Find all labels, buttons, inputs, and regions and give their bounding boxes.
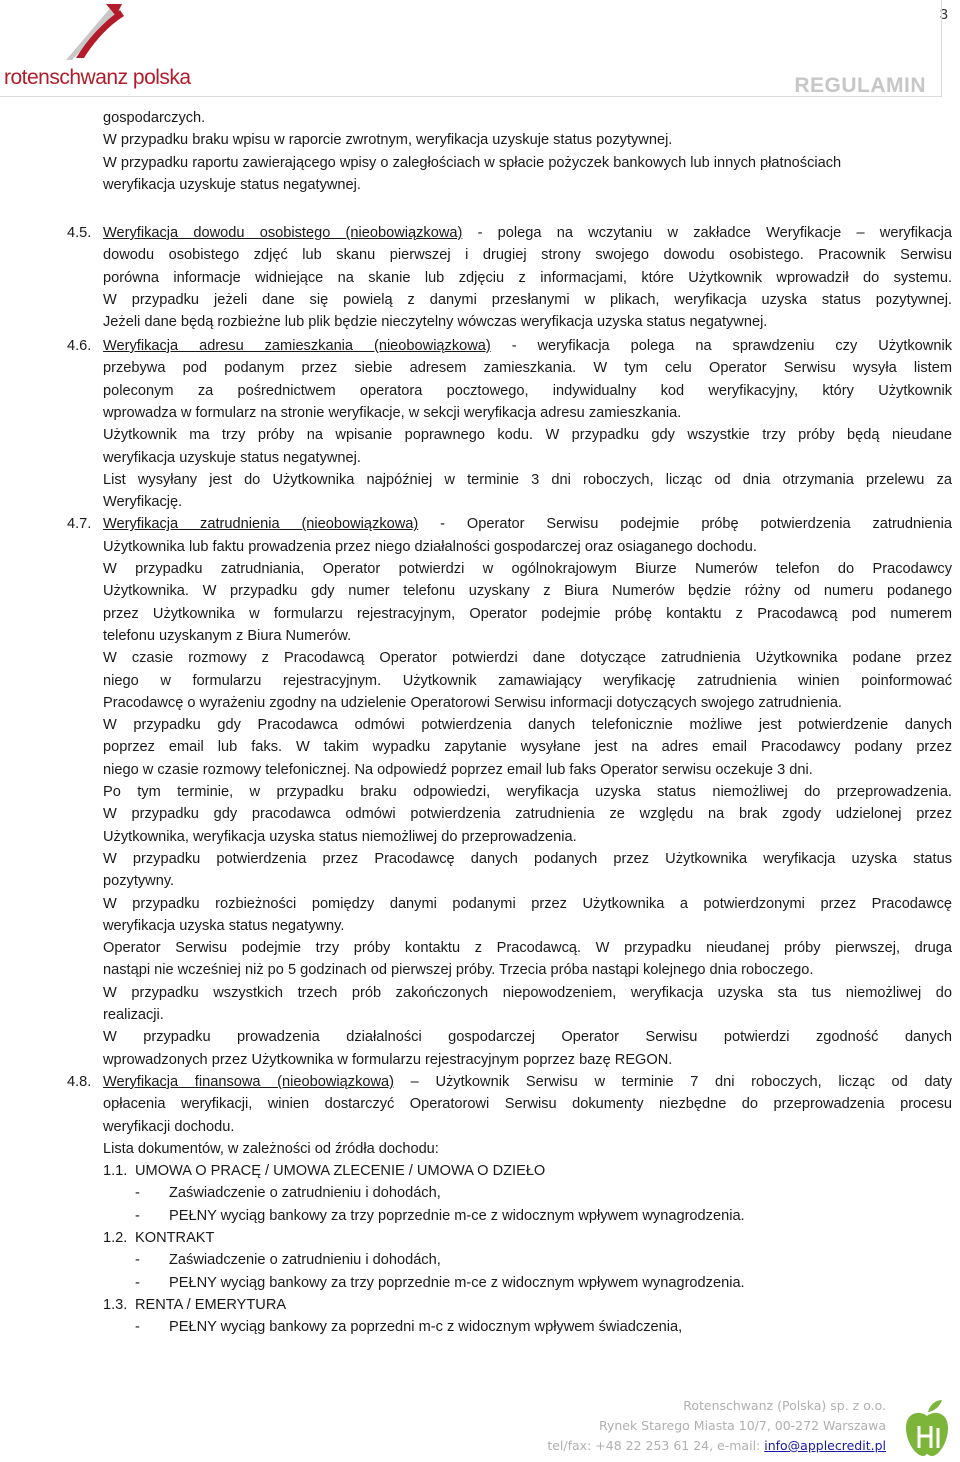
text-line: realizacji. [103,1007,164,1023]
text-line: pozytywny. [103,873,175,890]
section-heading-line [103,513,952,535]
text-line: W przypadku jeżeli dane się powielą z danymi przesłanymi w plikach, weryfikacja uzyska status pozytywnej. [103,291,952,308]
section-heading: Weryfikacja zatrudnienia (nieobowiązkowa) [103,516,419,533]
list-item-text: PEŁNY wyciąg bankowy za poprzedni m-c z widocznym wpływem świadczenia, [169,1319,683,1336]
section-number: 4.5. [67,225,92,241]
email-link[interactable]: info@applecredit.pl [764,1438,886,1453]
text-line: gospodarczych. [103,110,206,126]
section-heading-line [103,222,952,244]
section-number: 4.8. [67,1073,92,1090]
list-item-title: KONTRAKT [135,1230,215,1246]
text-line: opłacenia weryfikacji, winien dostarczyć Operatorowi Serwisu dokumenty niezbędne do przeprowadzenia procesu [103,1096,952,1113]
section-heading: Weryfikacja dowodu osobistego (nieobowiązkowa) [103,225,463,241]
text-line: Użytkownik ma trzy próby na wpisanie poprawnego kodu. W przypadku gdy wszystkie trzy próby będą nieudane [103,427,952,444]
text-line: Użytkownika, weryfikacja uzyska status niemożliwej do przeprowadzenia. [103,828,577,845]
text-line: nastąpi nie wcześniej niż po 5 godzinach od pierwszej próby. Trzecia próba nastąpi kolejnego dnia roboczego. [103,962,814,979]
apple-icon [902,1398,952,1458]
dash-bullet: - [135,1274,140,1291]
text-span: - weryfikacja polega na sprawdzeniu czy Użytkownik [490,338,952,354]
text-line: W przypadku raportu zawierającego wpisy o zaległościach w spłacie pożyczek bankowych lub innych płatnościach [103,154,842,171]
logo-wordmark: rotenschwanz polska [4,66,191,89]
section-heading-line [103,1071,952,1093]
text-line: porówna informacje widniejące na skanie lub zdjęciu z informacjami, które Użytkownik wprowadził do systemu. [103,269,952,286]
list-item-text: PEŁNY wyciąg bankowy za trzy poprzednie m-ce z widocznym wpływem wynagrodzenia. [169,1274,745,1291]
dash-bullet: - [135,1207,140,1224]
text-line: wprowadzonych przez Użytkownika w formularzu rejestracyjnym poprzez bazę REGON. [103,1051,673,1068]
footer-contact [547,1436,886,1456]
dash-bullet: - [135,1252,140,1269]
text-line: Operator Serwisu podejmie trzy próby kontaktu z Pracodawcą. W przypadku nieudanej próby pierwszej, druga [103,940,952,957]
footer-company: Rotenschwanz (Polska) sp. z o.o. [683,1398,886,1413]
footer [547,1396,886,1456]
text-line: poleconym za pośrednictwem operatora pocztowego, indywidualny kod weryfikacyjny, który Użytkownik [103,382,952,399]
text-line: weryfikacja uzyska status negatywny. [103,917,345,934]
text-line: List wysyłany jest do Użytkownika najpóźniej w terminie 3 dni roboczych, licząc od dnia otrzymania przelewu za [103,471,952,488]
text-line: niego w czasie rozmowy telefonicznej. Na odpowiedź poprzez email lub faks Operator serwisu oczekuje 3 dni. [103,761,813,778]
header-divider [0,96,942,97]
text-line: niego w formularzu rejestracyjnym. Użytkownik zamawiający weryfikację zatrudnienia winien poinformować [103,672,952,689]
text-line: Lista dokumentów, w zależności od źródła dochodu: [103,1140,439,1157]
text-span: - Operator Serwisu podejmie próbę potwierdzenia zatrudnienia [418,516,952,533]
swoosh-icon [54,2,134,68]
text-line: Użytkownika lub faktu prowadzenia przez niego działalności gospodarczej oraz osiaganego dochodu. [103,538,757,555]
text-line: W przypadku gdy Pracodawca odmówi potwierdzenia danych telefonicznie możliwe jest potwierdzenie danych [103,717,952,734]
text-line: W przypadku potwierdzenia przez Pracodawcę danych podanych przez Użytkownika weryfikacja uzyska status [103,850,952,867]
list-item-title: UMOWA O PRACĘ / UMOWA ZLECENIE / UMOWA O DZIEŁO [135,1163,546,1180]
section-heading: Weryfikacja finansowa (nieobowiązkowa) [103,1073,394,1090]
text-line: dowodu osobistego zdjęć lub skanu pierwszej i drugiej strony swojego dowodu osobistego. Pracownik Serwisu [103,247,952,264]
list-item-number: 1.3. [103,1296,128,1313]
footer-address: Rynek Starego Miasta 10/7, 00-272 Warszawa [598,1418,886,1433]
text-line: W czasie rozmowy z Pracodawcą Operator potwierdzi dane dotyczące zatrudnienia Użytkownika podane przez [103,650,952,667]
text-line: Po tym terminie, w przypadku braku odpowiedzi, weryfikacja uzyska status niemożliwej do przeprowadzenia. [103,784,952,800]
text-line: W przypadku gdy pracodawca odmówi potwierdzenia zatrudnienia ze względu na brak zgody udzielonej przez [103,806,952,823]
footer-contact-text: tel/fax: +48 22 253 61 24, e-mail: [547,1438,765,1453]
list-item-title: RENTA / EMERYTURA [135,1296,287,1313]
page-number: 3 [939,6,948,23]
section-number: 4.7. [67,516,92,533]
text-line: Pracodawcę o wyrażeniu zgodny na udzielenie Operatorowi Serwisu informacji dotyczących swojego zatrudnienia. [103,694,842,711]
list-item-text: Zaświadczenie o zatrudnieniu i dohodách, [169,1185,441,1202]
list-item-text: Zaświadczenie o zatrudnieniu i dohodách, [169,1252,441,1269]
text-line: poprzez email lub faks. W takim wypadku zapytanie wysyłane jest na adres email Pracodawcy podany przez [103,739,952,756]
text-span: - polega na wczytaniu w zakładce Weryfikacje – weryfikacja [462,225,952,241]
section-number: 4.6. [67,338,92,354]
text-line: W przypadku wszystkich trzech prób zakończonych niepowodzeniem, weryfikacja uzyska sta tus niemożliwej do [103,984,952,1001]
text-line: W przypadku prowadzenia działalności gospodarczej Operator Serwisu potwierdzi zgodność danych [103,1029,952,1046]
text-line: W przypadku zatrudniania, Operator potwierdzi w ogólnokrajowym Biurze Numerów telefon do Pracodawcy [103,561,952,577]
dash-bullet: - [135,1185,140,1202]
text-line: weryfikacja uzyskuje status negatywnej. [103,176,361,193]
list-item-number: 1.2. [103,1230,128,1246]
text-line: przez Użytkownika w formularzu rejestracyjnym, Operator podejmie próbę kontaktu z Pracodawcą pod numerem [103,605,952,622]
text-line: przebywa pod podanym przez siebie adresem zamieszkania. W tym celu Operator Serwisu wysyła listem [103,360,952,377]
document-title: REGULAMIN [794,74,926,97]
text-line: Użytkownika. W przypadku gdy numer telefonu uzyskany z Biura Numerów będzie różny od numeru podanego [103,583,952,600]
text-line: W przypadku braku wpisu w raporcie zwrotnym, weryfikacja uzyskuje status pozytywnej. [103,132,673,149]
text-line: weryfikacji dochodu. [103,1118,235,1135]
brand-logo [4,2,194,98]
text-line: telefonu uzyskanym z Biura Numerów. [103,627,352,644]
text-line: W przypadku rozbieżności pomiędzy danymi podanymi przez Użytkownika a potwierdzonymi przez Pracodawcę [103,895,952,912]
section-heading-line [103,335,952,357]
dash-bullet: - [135,1319,140,1336]
list-item-number: 1.1. [103,1163,128,1180]
text-line: weryfikacja uzyskuje status negatywnej. [103,449,361,466]
text-line: Jeżeli dane będą rozbieżne lub plik będzie nieczytelny wówczas weryfikacja uzyska status negatywnej. [103,314,768,331]
text-line: Weryfikację. [103,494,183,511]
text-line: wprowadza w formularz na stronie weryfikacje, w sekcji weryfikacja adresu zamieszkania. [103,404,682,421]
text-span: – Użytkownik Serwisu w terminie 7 dni roboczych, licząc od daty [394,1073,952,1090]
section-heading: Weryfikacja adresu zamieszkania (nieobowiązkowa) [103,338,491,354]
list-item-text: PEŁNY wyciąg bankowy za trzy poprzednie m-ce z widocznym wpływem wynagrodzenia. [169,1207,745,1224]
header-divider-vertical [941,0,942,97]
